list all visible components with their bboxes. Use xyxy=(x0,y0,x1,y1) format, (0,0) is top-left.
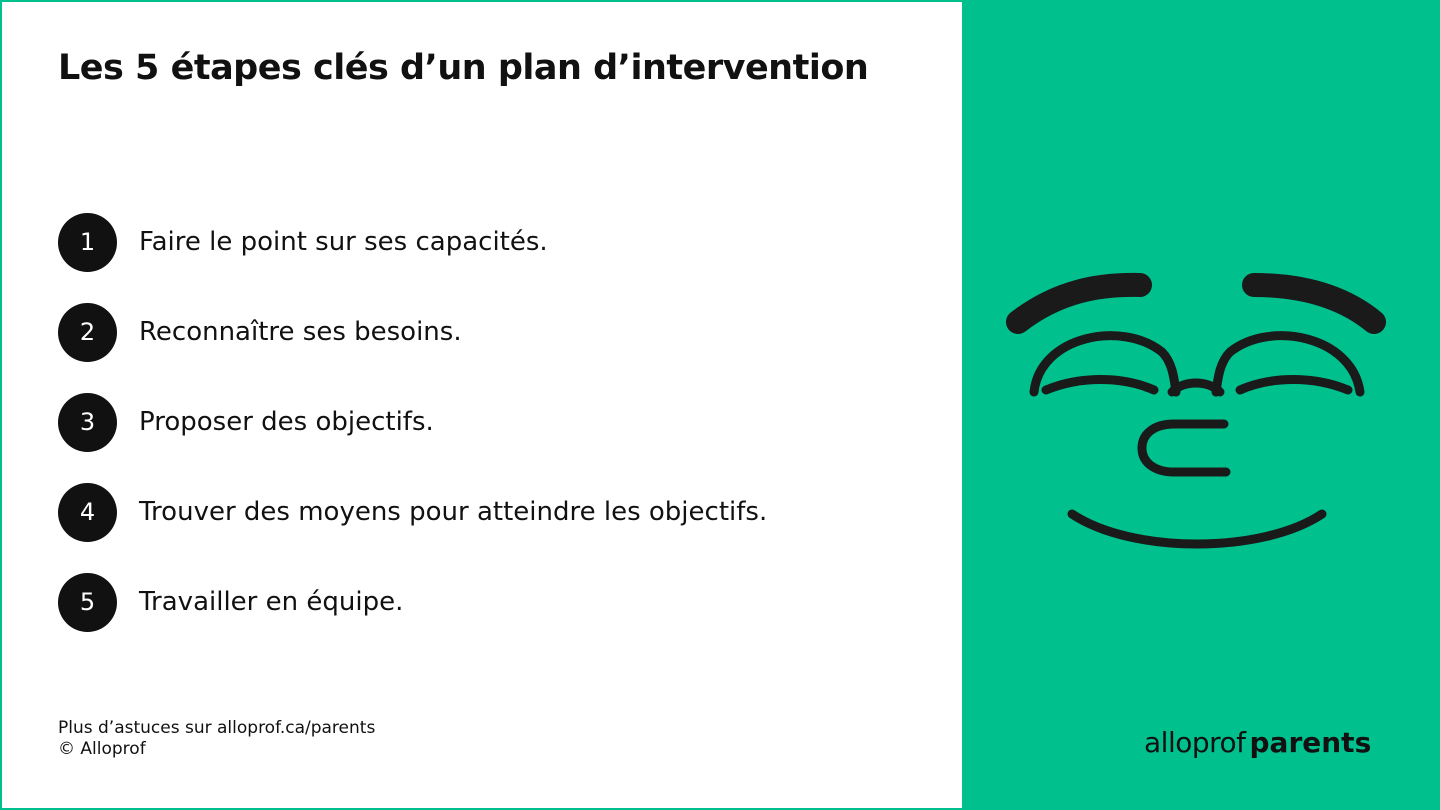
step-text: Trouver des moyens pour atteindre les objectifs. xyxy=(139,497,768,527)
step-item-1 xyxy=(58,212,767,272)
mouth-smile-icon xyxy=(1072,514,1322,544)
right-eyebrow-icon xyxy=(1254,285,1374,322)
steps-list xyxy=(58,212,767,662)
step-number-badge: 2 xyxy=(58,303,117,362)
step-number-badge: 3 xyxy=(58,393,117,452)
left-eyebrow-icon xyxy=(1018,285,1140,322)
step-text: Travailler en équipe. xyxy=(139,587,404,617)
step-text: Proposer des objectifs. xyxy=(139,407,434,437)
page-title: Les 5 étapes clés d’un plan d’intervention xyxy=(58,48,869,88)
footer-link-text: Plus d’astuces sur alloprof.ca/parents xyxy=(58,718,376,738)
nose-icon xyxy=(1142,424,1226,472)
nose-bridge-icon xyxy=(1172,383,1220,392)
step-item-2 xyxy=(58,302,767,362)
illustration-panel xyxy=(962,2,1440,808)
copyright-text: © Alloprof xyxy=(58,739,146,759)
step-text: Faire le point sur ses capacités. xyxy=(139,227,548,257)
step-item-3 xyxy=(58,392,767,452)
left-eye-smile-icon xyxy=(1046,380,1154,391)
smiling-face-icon xyxy=(962,2,1440,808)
brand-name: alloprof xyxy=(1144,726,1246,759)
step-text: Reconnaître ses besoins. xyxy=(139,317,462,347)
step-item-4 xyxy=(58,482,767,542)
step-item-5 xyxy=(58,572,767,632)
content-panel xyxy=(2,2,962,808)
right-eye-smile-icon xyxy=(1240,380,1348,391)
step-number-badge: 4 xyxy=(58,483,117,542)
step-number-badge: 1 xyxy=(58,213,117,272)
step-number-badge: 5 xyxy=(58,573,117,632)
footer-credits xyxy=(58,718,375,760)
brand-logo xyxy=(1144,726,1371,759)
brand-suffix: parents xyxy=(1249,726,1372,759)
